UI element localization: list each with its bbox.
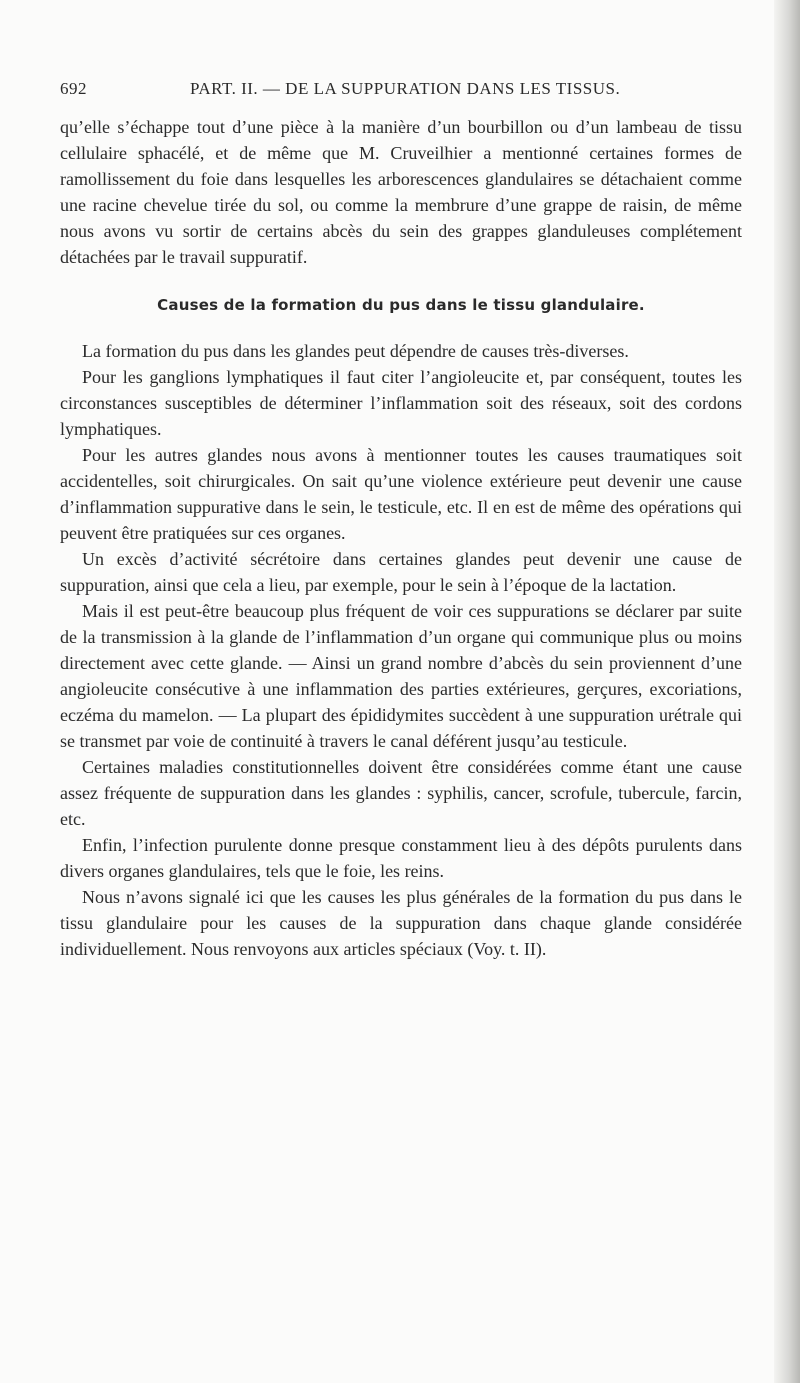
page-edge-shadow xyxy=(774,0,800,1383)
paragraph: La formation du pus dans les glandes peut dépendre de causes très-diverses. xyxy=(82,341,629,361)
paragraph: qu’elle s’échappe tout d’une pièce à la manière d’un bourbillon ou d’un lambeau de tissu cellulaire sphacélé, et de même que M. Cruveilhier a mentionné certaines formes de ramollissement du foie dans lesquelles les arborescences glandulaires se détachaient comme une racine chevelue tirée du sol, ou comme la membrure d’une grappe de raisin, de même nous avons vu sortir de certains abcès du sein des grappes glanduleuses complétement détachées par le travail suppuratif. xyxy=(60,117,742,267)
running-header xyxy=(60,79,742,105)
paragraph: Certaines maladies constitutionnelles doivent être considérées comme étant une cause assez fréquente de suppuration dans les glandes : syphilis, cancer, scrofule, tubercule, farcin, etc. xyxy=(60,757,742,829)
paragraph: Pour les ganglions lymphatiques il faut citer l’angioleucite et, par conséquent, toutes les circonstances susceptibles de déterminer l’inflammation soit des réseaux, soit des cordons lymphatiques. xyxy=(60,367,742,439)
paragraph: Enfin, l’infection purulente donne presque constamment lieu à des dépôts purulents dans divers organes glandulaires, tels que le foie, les reins. xyxy=(60,835,742,881)
paragraph: Nous n’avons signalé ici que les causes les plus générales de la formation du pus dans le tissu glandulaire pour les causes de la suppuration dans chaque glande considérée individuellement. Nous renvoyons aux articles spéciaux (Voy. t. II). xyxy=(60,887,742,959)
paragraph: Un excès d’activité sécrétoire dans certaines glandes peut devenir une cause de suppuration, ainsi que cela a lieu, par exemple, pour le sein à l’époque de la lactation. xyxy=(60,549,742,595)
body-text xyxy=(60,114,742,962)
paragraph: Mais il est peut-être beaucoup plus fréquent de voir ces suppurations se déclarer par suite de la transmission à la glande de l’inflammation d’un organe qui communique plus ou moins directement avec cette glande. — Ainsi un grand nombre d’abcès du sein proviennent d’une angioleucite consécutive à une inflammation des parties extérieures, gerçures, excoriations, eczéma du mamelon. — La plupart des épididymites succèdent à une suppuration urétrale qui se transmet par voie de continuité à travers le canal déférent jusqu’au testicule. xyxy=(60,601,742,751)
running-title: PART. II. — DE LA SUPPURATION DANS LES TISSUS. xyxy=(190,79,621,98)
paragraph: Pour les autres glandes nous avons à mentionner toutes les causes traumatiques soit accidentelles, soit chirurgicales. On sait qu’une violence extérieure peut devenir une cause d’inflammation suppurative dans le sein, le testicule, etc. Il en est de même des opérations qui peuvent être pratiquées sur ces organes. xyxy=(60,445,742,543)
section-heading: Causes de la formation du pus dans le tissu glandulaire. xyxy=(157,296,645,314)
page-number: 692 xyxy=(60,79,87,98)
